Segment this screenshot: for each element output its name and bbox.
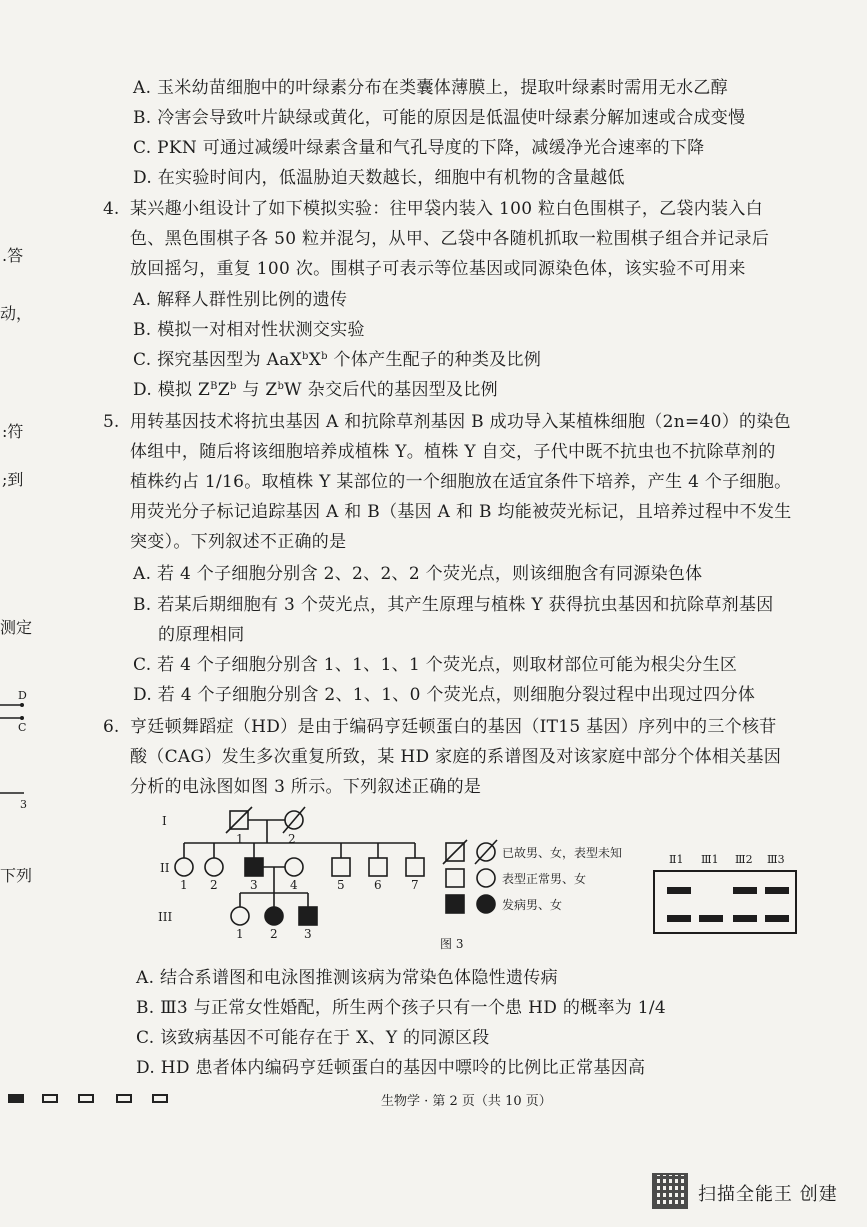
pedigree-individual-number: 3 [304,927,312,941]
margin-fragment: :符 [2,422,24,441]
page-indicator [78,1094,94,1103]
q4-stem-line: 色、黑色围棋子各 50 粒并混匀，从甲、乙袋中各随机抓取一粒围棋子组合并记录后 [130,229,770,249]
gel-band [733,915,757,922]
pedigree-individual-number: 5 [337,878,345,892]
q4-option-b: B. 模拟一对相对性状测交实验 [133,320,365,340]
gel-lane-label: Ⅲ3 [767,853,785,866]
page-footer: 生物学 · 第 2 页（共 10 页） [381,1094,552,1109]
q3-option-c: C. PKN 可通过减缓叶绿素含量和气孔导度的下降，减缓净光合速率的下降 [133,138,705,158]
margin-fragment: 动， [0,304,33,323]
margin-fragment: 3 [20,798,27,811]
q3-option-a: A. 玉米幼苗细胞中的叶绿素分布在类囊体薄膜上，提取叶绿素时需用无水乙醇 [133,78,728,98]
pedigree-individual-number: 2 [270,927,278,941]
legend-normal-label: 表型正常男、女 [502,872,587,886]
pedigree-individual-number: 2 [288,832,296,846]
page-indicator-filled [8,1094,24,1103]
gel-band [667,915,691,922]
gel-overlay [653,845,813,940]
q5-stem-line: 植株约占 1/16。取植株 Y 某部位的一个细胞放在适宜条件下培养，产生 4 个子细胞。 [130,472,792,492]
pedigree-individual-number: 1 [236,927,244,941]
gel-band [733,887,757,894]
pedigree-individual-number: 1 [236,832,244,846]
pedigree-individual-number: 6 [374,878,382,892]
scanner-watermark: 扫描全能王 创建 [698,1184,838,1205]
q4-option-a: A. 解释人群性别比例的遗传 [133,290,348,310]
margin-fragment: .答 [2,246,24,265]
q4-option-d: D. 模拟 $Z^BZ^b$ 与 $Z^bW$ 杂交后代的基因型及比例 [133,380,498,400]
legend-dead-label: 已故男、女，表型未知 [502,846,623,860]
q5-stem-line: 用荧光分子标记追踪基因 A 和 B（基因 A 和 B 均能被荧光标记，且培养过程中不发生 [130,502,792,522]
gel-band [699,915,723,922]
q6-stem-line: 酸（CAG）发生多次重复所致，某 HD 家庭的系谱图及对该家庭中部分个体相关基因 [130,747,782,767]
q5-stem-line: 用转基因技术将抗虫基因 A 和抗除草剂基因 B 成功导入某植株细胞（2n=40）的染色 [130,412,791,432]
q6-option-b: B. Ⅲ3 与正常女性婚配，所生两个孩子只有一个患 HD 的概率为 1/4 [136,998,667,1018]
q3-option-b: B. 冷害会导致叶片缺绿或黄化，可能的原因是低温使叶绿素分解加速或合成变慢 [133,108,746,128]
pedigree-individual-number: 3 [250,878,258,892]
page-indicator [42,1094,58,1103]
q6-number: 6. [103,717,120,737]
q6-option-c: C. 该致病基因不可能存在于 X、Y 的同源区段 [136,1028,490,1048]
q5-option-c: C. 若 4 个子细胞分别含 1、1、1、1 个荧光点，则取材部位可能为根尖分生区 [133,655,738,675]
q4-option-c: C. 探究基因型为 $AaX^bX^b$ 个体产生配子的种类及比例 [133,350,542,370]
pedigree-individual-number: 7 [411,878,419,892]
pedigree-generation-label: II [160,861,170,875]
pedigree-figure [150,805,670,955]
pedigree-generation-label: III [158,910,173,924]
q5-stem-line: 突变）。下列叙述不正确的是 [130,532,347,552]
pedigree-individual-number: 4 [290,878,298,892]
qr-code-icon [652,1173,688,1209]
q4-stem-line: 某兴趣小组设计了如下模拟实验：往甲袋内装入 100 粒白色围棋子，乙袋内装入白 [130,199,763,219]
q4-stem-line: 放回摇匀，重复 100 次。围棋子可表示等位基因或同源染色体，该实验不可用来 [130,259,746,279]
gel-band [765,915,789,922]
pedigree-generation-label: I [162,814,167,828]
margin-fragment: C [18,721,27,734]
gel-band [765,887,789,894]
margin-fragment: ;到 [2,470,24,489]
gel-lane-label: Ⅱ1 [669,853,684,866]
margin-fragment: 下列 [0,866,33,885]
gel-lane-label: Ⅲ1 [701,853,719,866]
q5-number: 5. [103,412,120,432]
gel-lane-label: Ⅲ2 [735,853,753,866]
q5-option-b: B. 若某后期细胞有 3 个荧光点，其产生原理与植株 Y 获得抗虫基因和抗除草剂基因 [133,595,774,615]
q6-option-a: A. 结合系谱图和电泳图推测该病为常染色体隐性遗传病 [136,968,558,988]
pedigree-individual-number: 2 [210,878,218,892]
q5-stem-line: 体组中，随后将该细胞培养成植株 Y。植株 Y 自交，子代中既不抗虫也不抗除草剂的 [130,442,776,462]
gel-band [667,887,691,894]
figure-label: 图 3 [440,937,464,951]
q5-option-a: A. 若 4 个子细胞分别含 2、2、2、2 个荧光点，则该细胞含有同源染色体 [133,564,703,584]
q5-option-d: D. 若 4 个子细胞分别含 2、1、1、0 个荧光点，则细胞分裂过程中出现过四分体 [133,685,756,705]
q6-stem-line: 分析的电泳图如图 3 所示。下列叙述正确的是 [130,777,482,797]
q4-number: 4. [103,199,120,219]
margin-fragment: D [18,689,27,702]
q3-option-d: D. 在实验时间内，低温胁迫天数越长，细胞中有机物的含量越低 [133,168,625,188]
margin-fragment: 测定 [0,618,33,637]
pedigree-individual-number: 1 [180,878,188,892]
page-indicator [152,1094,168,1103]
page-indicator [116,1094,132,1103]
margin-diagram-fragment [0,695,30,805]
legend-affected-label: 发病男、女 [502,898,563,912]
q5-option-b-continued: 的原理相同 [158,625,245,645]
q6-stem-line: 亨廷顿舞蹈症（HD）是由于编码亨廷顿蛋白的基因（IT15 基因）序列中的三个核苷 [130,717,777,737]
q6-option-d: D. HD 患者体内编码亨廷顿蛋白的基因中嘌呤的比例比正常基因高 [136,1058,646,1078]
